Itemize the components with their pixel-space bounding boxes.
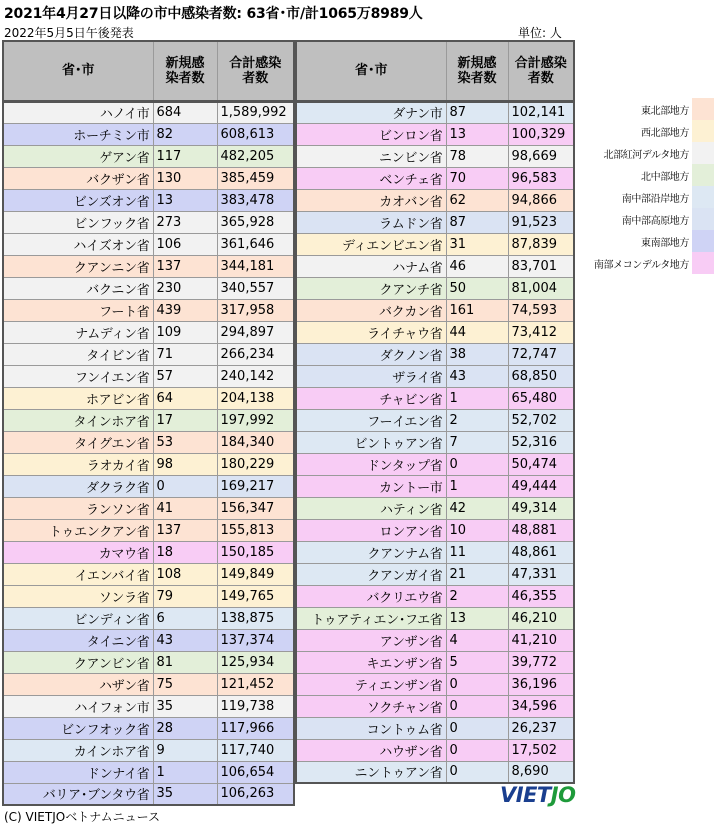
table-header-row (3, 41, 294, 101)
new-cases: 11 (446, 541, 508, 563)
legend-label: 南部メコンデルタ地方 (593, 259, 689, 271)
province-name: タインホア省 (3, 409, 153, 431)
province-name: ハティン省 (296, 497, 446, 519)
total-cases: 41,210 (508, 629, 574, 651)
total-cases: 49,444 (508, 475, 574, 497)
province-name: ホアビン省 (3, 387, 153, 409)
new-cases: 81 (153, 651, 217, 673)
total-cases: 294,897 (217, 321, 294, 343)
table-row (296, 123, 574, 145)
table-row (3, 387, 294, 409)
province-name: クアンビン省 (3, 651, 153, 673)
total-cases: 36,196 (508, 673, 574, 695)
table-row (3, 255, 294, 277)
new-cases: 109 (153, 321, 217, 343)
table-row (3, 717, 294, 739)
province-name: ディエンビエン省 (296, 233, 446, 255)
new-cases: 70 (446, 167, 508, 189)
table-row (296, 739, 574, 761)
new-cases: 130 (153, 167, 217, 189)
table-row (3, 277, 294, 299)
province-name: ハザン省 (3, 673, 153, 695)
new-cases: 42 (446, 497, 508, 519)
legend-item (580, 142, 714, 164)
total-cases: 1,589,992 (217, 101, 294, 123)
province-name: タイグエン省 (3, 431, 153, 453)
new-cases: 46 (446, 255, 508, 277)
new-cases: 230 (153, 277, 217, 299)
province-name: ハイフォン市 (3, 695, 153, 717)
province-name: ニンビン省 (296, 145, 446, 167)
total-cases: 608,613 (217, 123, 294, 145)
new-cases: 1 (153, 761, 217, 783)
new-cases: 108 (153, 563, 217, 585)
legend-label: 北中部地方 (641, 171, 689, 183)
total-cases: 39,772 (508, 651, 574, 673)
province-name: アンザン省 (296, 629, 446, 651)
province-name: タイビン省 (3, 343, 153, 365)
total-cases: 149,765 (217, 585, 294, 607)
new-cases: 62 (446, 189, 508, 211)
total-cases: 344,181 (217, 255, 294, 277)
table-row (296, 761, 574, 783)
province-name: ティエンザン省 (296, 673, 446, 695)
new-cases: 13 (446, 123, 508, 145)
province-name: タイニン省 (3, 629, 153, 651)
province-name: クアンチ省 (296, 277, 446, 299)
table-row (296, 365, 574, 387)
total-cases: 87,839 (508, 233, 574, 255)
new-cases: 75 (153, 673, 217, 695)
province-name: ナムディン省 (3, 321, 153, 343)
table-row (3, 431, 294, 453)
new-cases: 0 (446, 453, 508, 475)
new-cases-header: 新規感染者数 (153, 41, 217, 101)
total-cases: 117,740 (217, 739, 294, 761)
table-row (3, 321, 294, 343)
table-row (296, 651, 574, 673)
page-title: 2021年4月27日以降の市中感染者数: 63省･市/計1065万8989人 (4, 6, 423, 22)
legend-item (580, 120, 714, 142)
new-cases: 28 (153, 717, 217, 739)
total-cases: 155,813 (217, 519, 294, 541)
province-name: バクリエウ省 (296, 585, 446, 607)
total-cases: 383,478 (217, 189, 294, 211)
new-cases: 117 (153, 145, 217, 167)
table-row (3, 145, 294, 167)
announcement-date: 2022年5月5日午後発表 (4, 26, 134, 40)
total-cases: 100,329 (508, 123, 574, 145)
legend-swatch (692, 142, 714, 164)
table-row (3, 167, 294, 189)
table-row (296, 211, 574, 233)
total-cases: 482,205 (217, 145, 294, 167)
total-cases: 106,654 (217, 761, 294, 783)
total-cases: 138,875 (217, 607, 294, 629)
new-cases: 2 (446, 585, 508, 607)
new-cases: 0 (446, 761, 508, 783)
table-row (296, 277, 574, 299)
total-cases: 26,237 (508, 717, 574, 739)
total-cases: 204,138 (217, 387, 294, 409)
new-cases: 6 (153, 607, 217, 629)
table-row (3, 123, 294, 145)
new-cases: 2 (446, 409, 508, 431)
total-cases: 72,747 (508, 343, 574, 365)
region-legend (580, 98, 714, 274)
copyright-credit: (C) VIETJOベトナムニュース (4, 810, 161, 824)
table-header-row (296, 41, 574, 101)
province-name: ニントゥアン省 (296, 761, 446, 783)
table-row (3, 783, 294, 805)
table-row (3, 475, 294, 497)
total-cases: 361,646 (217, 233, 294, 255)
total-cases: 137,374 (217, 629, 294, 651)
new-cases: 0 (446, 695, 508, 717)
new-cases: 31 (446, 233, 508, 255)
table-row (3, 299, 294, 321)
table-row (3, 607, 294, 629)
province-name: ドンナイ省 (3, 761, 153, 783)
new-cases: 17 (153, 409, 217, 431)
province-name: ホーチミン市 (3, 123, 153, 145)
total-cases: 48,861 (508, 541, 574, 563)
total-cases: 46,355 (508, 585, 574, 607)
new-cases: 82 (153, 123, 217, 145)
new-cases: 13 (153, 189, 217, 211)
legend-item (580, 98, 714, 120)
province-name: ソクチャン省 (296, 695, 446, 717)
total-cases: 8,690 (508, 761, 574, 783)
table-row (296, 343, 574, 365)
total-cases: 81,004 (508, 277, 574, 299)
table-row (296, 321, 574, 343)
table-row (296, 475, 574, 497)
total-cases: 117,966 (217, 717, 294, 739)
province-name: ダナン市 (296, 101, 446, 123)
new-cases: 0 (446, 717, 508, 739)
total-cases: 17,502 (508, 739, 574, 761)
province-header: 省･市 (3, 41, 153, 101)
province-name: フート省 (3, 299, 153, 321)
new-cases: 78 (446, 145, 508, 167)
legend-swatch (692, 186, 714, 208)
new-cases: 21 (446, 563, 508, 585)
province-name: ダクノン省 (296, 343, 446, 365)
province-name: カオバン省 (296, 189, 446, 211)
new-cases: 87 (446, 211, 508, 233)
province-name: バクカン省 (296, 299, 446, 321)
new-cases: 137 (153, 255, 217, 277)
total-cases: 385,459 (217, 167, 294, 189)
new-cases: 38 (446, 343, 508, 365)
province-header: 省･市 (296, 41, 446, 101)
total-cases: 94,866 (508, 189, 574, 211)
new-cases: 71 (153, 343, 217, 365)
table-row (296, 585, 574, 607)
total-cases: 317,958 (217, 299, 294, 321)
table-row (3, 233, 294, 255)
total-cases-header: 合計感染者数 (217, 41, 294, 101)
table-row (3, 409, 294, 431)
total-cases: 150,185 (217, 541, 294, 563)
province-name: ビンロン省 (296, 123, 446, 145)
new-cases: 0 (446, 673, 508, 695)
new-cases: 9 (153, 739, 217, 761)
total-cases: 83,701 (508, 255, 574, 277)
table-row (296, 497, 574, 519)
total-cases: 34,596 (508, 695, 574, 717)
legend-item (580, 230, 714, 252)
province-name: トゥアティエン･フエ省 (296, 607, 446, 629)
table-row (3, 761, 294, 783)
legend-swatch (692, 120, 714, 142)
total-cases: 266,234 (217, 343, 294, 365)
total-cases: 65,480 (508, 387, 574, 409)
new-cases: 1 (446, 387, 508, 409)
table-row (296, 519, 574, 541)
total-cases: 184,340 (217, 431, 294, 453)
province-name: イエンバイ省 (3, 563, 153, 585)
province-name: ビンディン省 (3, 607, 153, 629)
new-cases: 87 (446, 101, 508, 123)
table-row (3, 101, 294, 123)
new-cases: 43 (446, 365, 508, 387)
province-name: ランソン省 (3, 497, 153, 519)
table-row (296, 431, 574, 453)
new-cases: 0 (446, 739, 508, 761)
total-cases: 52,316 (508, 431, 574, 453)
legend-label: 南中部高原地方 (621, 215, 689, 227)
new-cases: 5 (446, 651, 508, 673)
total-cases: 96,583 (508, 167, 574, 189)
province-name: ダクラク省 (3, 475, 153, 497)
legend-label: 東南部地方 (641, 237, 689, 249)
new-cases: 10 (446, 519, 508, 541)
table-row (296, 717, 574, 739)
legend-swatch (692, 252, 714, 274)
province-name: ソンラ省 (3, 585, 153, 607)
table-row (296, 563, 574, 585)
table-row (3, 585, 294, 607)
total-cases: 197,992 (217, 409, 294, 431)
new-cases: 161 (446, 299, 508, 321)
total-cases: 240,142 (217, 365, 294, 387)
legend-swatch (692, 208, 714, 230)
province-name: チャビン省 (296, 387, 446, 409)
new-cases: 57 (153, 365, 217, 387)
legend-label: 西北部地方 (641, 127, 689, 139)
new-cases: 41 (153, 497, 217, 519)
new-cases: 43 (153, 629, 217, 651)
legend-label: 北部紅河デルタ地方 (603, 149, 689, 161)
province-name: ビンフック省 (3, 211, 153, 233)
table-row (3, 211, 294, 233)
total-cases-header: 合計感染者数 (508, 41, 574, 101)
total-cases: 365,928 (217, 211, 294, 233)
table-row (3, 629, 294, 651)
province-name: クアンガイ省 (296, 563, 446, 585)
right-cases-table (295, 40, 575, 784)
new-cases: 35 (153, 695, 217, 717)
table-row (3, 695, 294, 717)
province-name: ゲアン省 (3, 145, 153, 167)
unit-label: 単位: 人 (518, 26, 562, 40)
table-row (296, 101, 574, 123)
table-row (3, 365, 294, 387)
table-row (296, 189, 574, 211)
province-name: ラオカイ省 (3, 453, 153, 475)
total-cases: 125,934 (217, 651, 294, 673)
new-cases: 98 (153, 453, 217, 475)
province-name: ハイズオン省 (3, 233, 153, 255)
province-name: バクザン省 (3, 167, 153, 189)
table-row (3, 673, 294, 695)
province-name: ザライ省 (296, 365, 446, 387)
new-cases: 13 (446, 607, 508, 629)
province-name: バリア･ブンタウ省 (3, 783, 153, 805)
new-cases: 18 (153, 541, 217, 563)
province-name: ハウザン省 (296, 739, 446, 761)
table-row (296, 695, 574, 717)
province-name: ベンチェ省 (296, 167, 446, 189)
legend-item (580, 164, 714, 186)
total-cases: 98,669 (508, 145, 574, 167)
province-name: クアンナム省 (296, 541, 446, 563)
province-name: ドンタップ省 (296, 453, 446, 475)
table-row (3, 519, 294, 541)
new-cases-header: 新規感染者数 (446, 41, 508, 101)
legend-item (580, 252, 714, 274)
province-name: ライチャウ省 (296, 321, 446, 343)
table-row (3, 497, 294, 519)
new-cases: 53 (153, 431, 217, 453)
new-cases: 0 (153, 475, 217, 497)
new-cases: 79 (153, 585, 217, 607)
province-name: コントゥム省 (296, 717, 446, 739)
new-cases: 7 (446, 431, 508, 453)
table-row (296, 673, 574, 695)
total-cases: 169,217 (217, 475, 294, 497)
total-cases: 119,738 (217, 695, 294, 717)
new-cases: 439 (153, 299, 217, 321)
left-cases-table (2, 40, 295, 806)
province-name: フンイエン省 (3, 365, 153, 387)
table-row (3, 343, 294, 365)
province-name: クアンニン省 (3, 255, 153, 277)
table-row (296, 629, 574, 651)
total-cases: 121,452 (217, 673, 294, 695)
new-cases: 684 (153, 101, 217, 123)
new-cases: 137 (153, 519, 217, 541)
legend-item (580, 208, 714, 230)
total-cases: 340,557 (217, 277, 294, 299)
total-cases: 74,593 (508, 299, 574, 321)
total-cases: 102,141 (508, 101, 574, 123)
table-row (296, 145, 574, 167)
total-cases: 52,702 (508, 409, 574, 431)
new-cases: 1 (446, 475, 508, 497)
new-cases: 64 (153, 387, 217, 409)
legend-swatch (692, 98, 714, 120)
table-row (3, 189, 294, 211)
total-cases: 149,849 (217, 563, 294, 585)
total-cases: 91,523 (508, 211, 574, 233)
table-row (296, 233, 574, 255)
table-row (296, 299, 574, 321)
province-name: ハノイ市 (3, 101, 153, 123)
new-cases: 273 (153, 211, 217, 233)
province-name: ビンフオック省 (3, 717, 153, 739)
total-cases: 48,881 (508, 519, 574, 541)
table-row (3, 563, 294, 585)
new-cases: 4 (446, 629, 508, 651)
province-name: カインホア省 (3, 739, 153, 761)
total-cases: 49,314 (508, 497, 574, 519)
total-cases: 46,210 (508, 607, 574, 629)
total-cases: 156,347 (217, 497, 294, 519)
table-row (3, 651, 294, 673)
province-name: トゥエンクアン省 (3, 519, 153, 541)
table-row (296, 255, 574, 277)
total-cases: 47,331 (508, 563, 574, 585)
new-cases: 44 (446, 321, 508, 343)
legend-label: 南中部沿岸地方 (621, 193, 689, 205)
total-cases: 50,474 (508, 453, 574, 475)
province-name: ロンアン省 (296, 519, 446, 541)
total-cases: 106,263 (217, 783, 294, 805)
new-cases: 106 (153, 233, 217, 255)
table-row (296, 409, 574, 431)
table-row (296, 167, 574, 189)
table-row (296, 453, 574, 475)
province-name: キエンザン省 (296, 651, 446, 673)
province-name: ビントゥアン省 (296, 431, 446, 453)
total-cases: 73,412 (508, 321, 574, 343)
table-row (3, 453, 294, 475)
province-name: ビンズオン省 (3, 189, 153, 211)
total-cases: 68,850 (508, 365, 574, 387)
vietjo-logo: VIETJO (500, 783, 576, 807)
province-name: バクニン省 (3, 277, 153, 299)
new-cases: 35 (153, 783, 217, 805)
legend-item (580, 186, 714, 208)
table-row (296, 387, 574, 409)
total-cases: 180,229 (217, 453, 294, 475)
table-row (3, 739, 294, 761)
province-name: ハナム省 (296, 255, 446, 277)
legend-swatch (692, 164, 714, 186)
legend-label: 東北部地方 (641, 105, 689, 117)
province-name: カマウ省 (3, 541, 153, 563)
province-name: カントー市 (296, 475, 446, 497)
legend-swatch (692, 230, 714, 252)
table-row (3, 541, 294, 563)
new-cases: 50 (446, 277, 508, 299)
table-row (296, 607, 574, 629)
province-name: フーイエン省 (296, 409, 446, 431)
province-name: ラムドン省 (296, 211, 446, 233)
table-row (296, 541, 574, 563)
